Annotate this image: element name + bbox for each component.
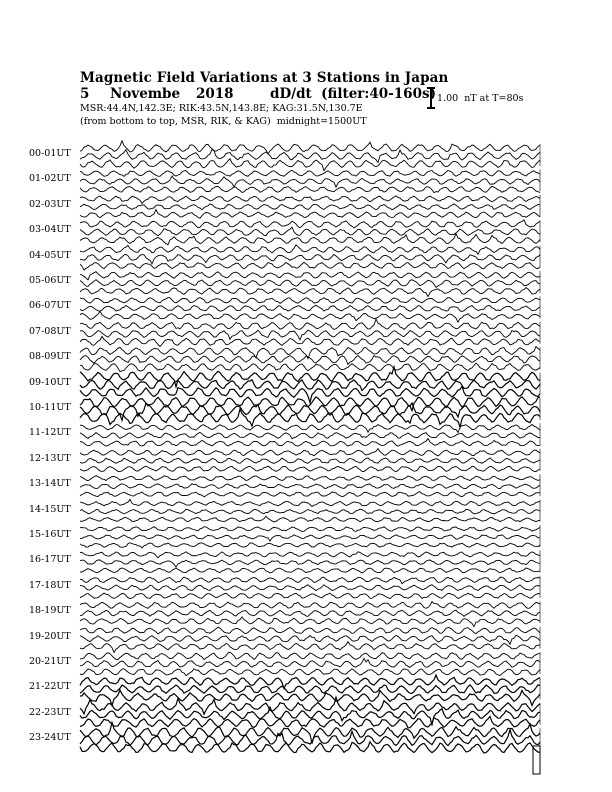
hour-label: 15-16UT [29,529,71,540]
hour-label: 18-19UT [29,605,71,617]
trace-rik-20-21UT [80,658,540,667]
trace-rik-19-20UT [80,635,540,644]
trace-rik-21-22UT [80,685,540,694]
trace-rik-03-04UT [80,227,540,236]
scale-label: 1.00 nT at T=80s [437,93,524,104]
hour-label: 20-21UT [29,656,71,667]
trace-rik-04-05UT [80,254,540,264]
trace-kag-08-09UT [80,347,540,359]
trace-msr-08-09UT [80,363,540,371]
date-month: Novembe [110,86,181,102]
trace-msr-20-21UT [80,669,540,676]
hour-label: 00-01UT [29,148,71,159]
trace-rik-12-13UT [80,458,540,464]
hour-label: 16-17UT [29,554,71,566]
trace-rik-08-09UT [80,356,540,365]
trace-msr-01-02UT [80,186,540,192]
date-year: 2018 [196,86,234,102]
hour-label: 09-10UT [29,376,71,388]
hour-label: 23-24UT [29,732,71,744]
trace-kag-16-17UT [80,552,540,558]
trace-kag-12-13UT [80,449,540,456]
trace-msr-03-04UT [80,234,540,245]
hour-label: 01-02UT [29,173,71,185]
trace-kag-19-20UT [80,627,540,634]
trace-msr-19-20UT [80,642,540,653]
trace-rik-06-07UT [80,305,540,311]
trace-msr-13-14UT [80,492,540,497]
trace-kag-18-19UT [80,602,540,609]
trace-msr-11-12UT [80,439,540,447]
hour-label: 06-07UT [29,300,71,312]
hour-label: 13-14UT [29,478,71,490]
trace-msr-12-13UT [80,466,540,472]
trace-msr-00-01UT [80,159,540,171]
trace-rik-00-01UT [80,150,540,163]
trace-rik-18-19UT [80,610,540,616]
hour-label: 08-09UT [29,351,71,363]
hour-label: 14-15UT [29,503,71,515]
trace-msr-02-03UT [80,210,540,219]
trace-rik-14-15UT [80,509,540,514]
trace-msr-07-08UT [80,336,540,346]
trace-msr-14-15UT [80,516,540,522]
trace-kag-17-18UT [80,577,540,584]
trace-kag-20-21UT [80,652,540,659]
chart-title: Magnetic Field Variations at 3 Stations in Japan [80,70,449,86]
hour-label: 12-13UT [29,452,71,464]
station-order-note: (from bottom to top, MSR, RIK, & KAG) midnight=1500UT [80,116,367,127]
trace-kag-07-08UT [80,319,540,329]
hour-label: 04-05UT [29,249,71,261]
hour-label: 22-23UT [29,706,71,718]
trace-msr-05-06UT [80,288,540,297]
hour-label: 02-03UT [29,198,71,210]
trace-rik-05-06UT [80,280,540,288]
trace-kag-03-04UT [80,220,540,228]
trace-rik-17-18UT [80,585,540,591]
date-day: 5 [80,86,90,102]
trace-rik-11-12UT [80,432,540,438]
hour-label: 10-11UT [29,402,71,413]
trace-kag-01-02UT [80,170,540,176]
trace-kag-05-06UT [80,272,540,280]
hour-label: 17-18UT [29,579,71,591]
trace-rik-02-03UT [80,204,540,210]
trace-rik-13-14UT [80,484,540,489]
trace-rik-15-16UT [80,535,540,541]
hour-label: 03-04UT [29,224,71,236]
trace-kag-04-05UT [80,245,540,254]
trace-rik-01-02UT [80,176,540,187]
hour-label: 11-12UT [29,427,71,439]
trace-rik-07-08UT [80,330,540,340]
trace-kag-06-07UT [80,298,540,304]
trace-msr-16-17UT [80,568,540,573]
trace-rik-09-10UT [80,380,540,391]
hour-label: 19-20UT [29,630,71,642]
trace-msr-15-16UT [80,543,540,548]
trace-kag-02-03UT [80,196,540,204]
hour-label: 21-22UT [29,681,71,693]
trace-kag-00-01UT [80,141,540,154]
trace-msr-18-19UT [80,617,540,627]
quantity-label: dD/dt (filter:40-160s) [270,86,436,102]
station-coordinates: MSR:44.4N,142.3E; RIK:43.5N,143.8E; KAG:31.5N,130.7E [80,103,363,114]
hour-label: 07-08UT [29,325,71,337]
trace-msr-04-05UT [80,262,540,270]
trace-msr-17-18UT [80,593,540,599]
trace-kag-11-12UT [80,425,540,433]
trace-kag-14-15UT [80,499,540,506]
trace-kag-13-14UT [80,476,540,481]
hour-label: 05-06UT [29,275,71,286]
trace-msr-06-07UT [80,311,540,322]
trace-kag-15-16UT [80,527,540,532]
trace-rik-16-17UT [80,560,540,567]
